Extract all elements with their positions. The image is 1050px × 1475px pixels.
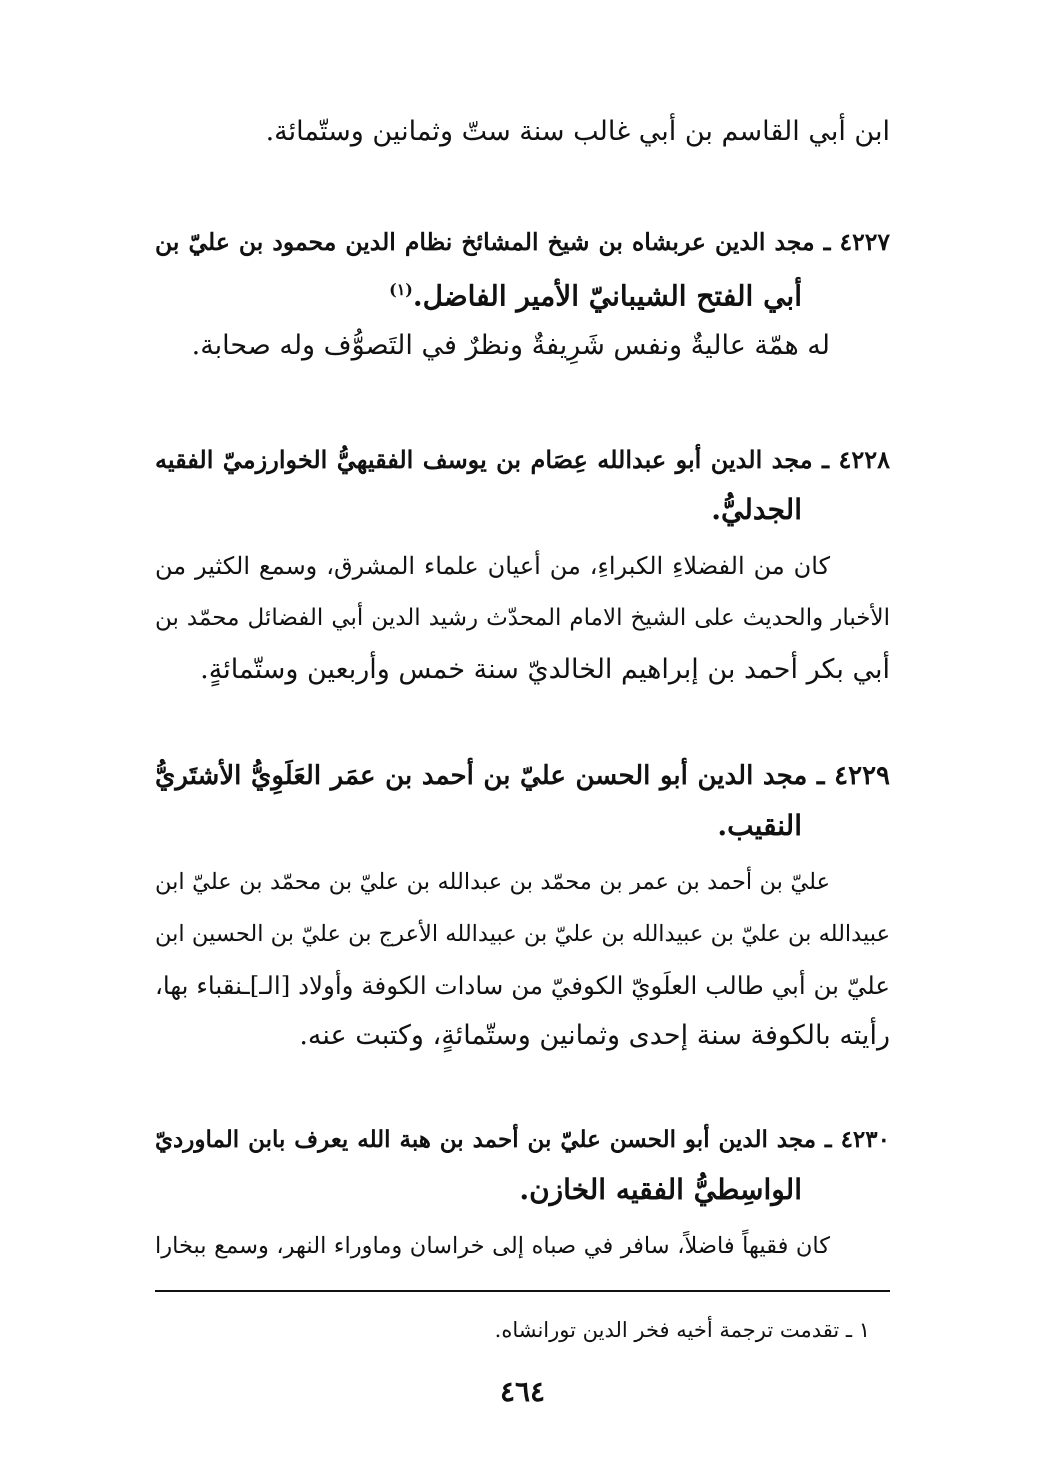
entry-4229-body: عبيدالله بن عليّ بن عبيدالله بن عليّ بن عبيدالله الأعرج بن عليّ بن الحسين ابن <box>155 921 890 947</box>
entry-4230-heading-cont: الواسِطيُّ الفقيه الخازن. <box>519 1173 802 1206</box>
entry-4229-body: رأيته بالكوفة سنة إحدى وثمانين وستّمائةٍ، وكتبت عنه. <box>299 1020 890 1051</box>
entry-4227-heading: ٤٢٢٧ ـ مجد الدين عربشاه بن شيخ المشائخ نظام الدين محمود بن عليّ بن <box>155 228 891 256</box>
entry-4229-body: عليّ بن أبي طالب العلَويّ الكوفيّ من سادات الكوفة وأولاد [الـ]ـنقباء بها، <box>155 971 890 1000</box>
entry-4228-heading-cont: الجدليُّ. <box>711 493 802 526</box>
page-number: ٤٦٤ <box>499 1375 546 1408</box>
entry-4228-body: كان من الفضلاءِ الكبراءِ، من أعيان علماء المشرق، وسمع الكثير من <box>155 552 830 580</box>
footnote-ref: (١) <box>389 280 413 299</box>
footnote: ١ ـ تقدمت ترجمة أخيه فخر الدين تورانشاه. <box>494 1318 870 1342</box>
entry-4230-body: كان فقيهاً فاضلاً، سافر في صباه إلى خراسان وماوراء النهر، وسمع ببخارا <box>155 1233 830 1259</box>
heading-text: أبي الفتح الشيبانيّ الأمير الفاضل. <box>412 279 802 313</box>
entry-4227-body: له همّة عاليةٌ ونفس شَرِيفةٌ ونظرٌ في التَصوُّف وله صحابة. <box>191 330 830 361</box>
entry-4230-heading: ٤٢٣٠ ـ مجد الدين أبو الحسن عليّ بن أحمد بن هبة الله يعرف بابن الماورديّ <box>155 1126 890 1153</box>
entry-4229-heading-cont: النقيب. <box>717 809 802 842</box>
footnote-divider <box>155 1290 890 1292</box>
entry-4228-heading: ٤٢٢٨ ـ مجد الدين أبو عبدالله عِصَام بن يوسف الفقيهيُّ الخوارزميّ الفقيه <box>155 445 890 474</box>
entry-4228-body: أبي بكر أحمد بن إبراهيم الخالديّ سنة خمس وأربعين وستّمائةٍ. <box>200 654 890 685</box>
entry-4229-body: عليّ بن أحمد بن عمر بن محمّد بن عبدالله بن عليّ بن محمّد بن عليّ ابن <box>155 869 830 895</box>
document-page <box>155 0 890 1475</box>
entry-4227-heading-cont <box>389 270 802 316</box>
text-line: ابن أبي القاسم بن أبي غالب سنة ستّ وثمانين وستّمائة. <box>265 116 890 147</box>
entry-4229-heading: ٤٢٢٩ ـ مجد الدين أبو الحسن عليّ بن أحمد بن عمَر العَلَوِيُّ الأشتَريُّ <box>155 761 890 791</box>
entry-4228-body: الأخبار والحديث على الشيخ الامام المحدّث رشيد الدين أبي الفضائل محمّد بن <box>155 605 890 631</box>
